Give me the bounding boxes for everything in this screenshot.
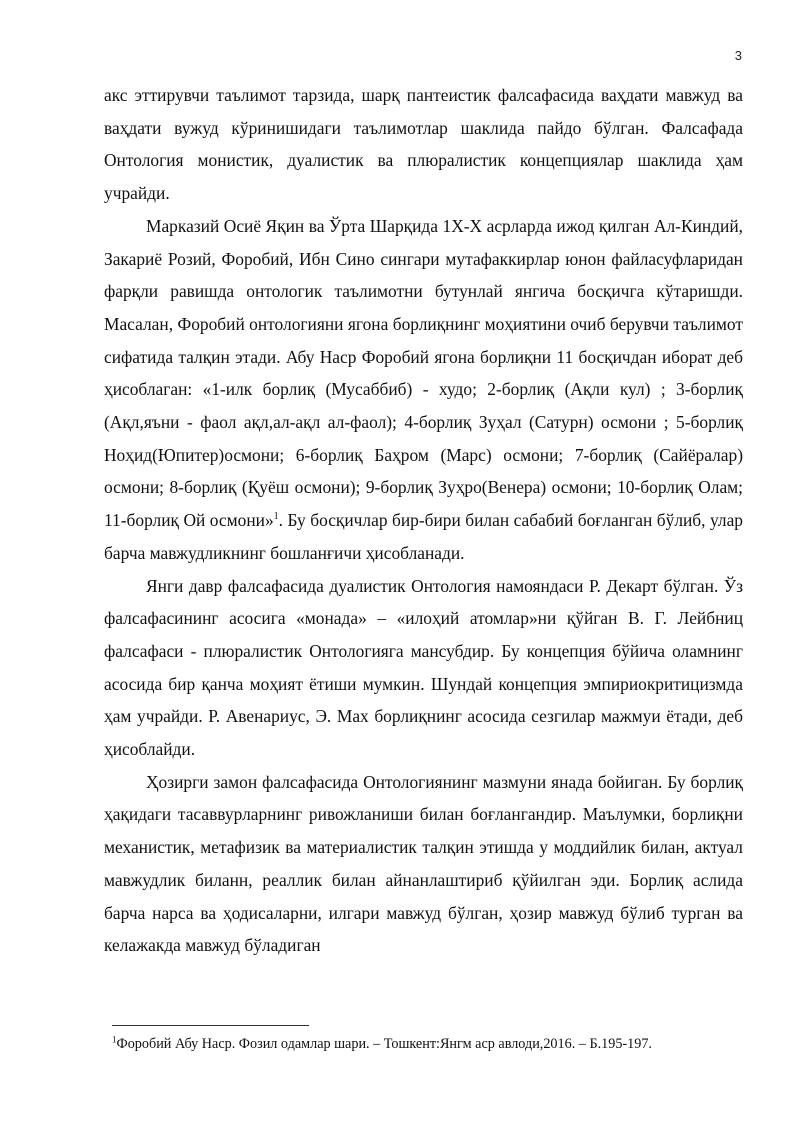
footnote-marker: 1 bbox=[112, 1034, 117, 1045]
page-number: 3 bbox=[734, 48, 742, 63]
paragraph-2 bbox=[104, 210, 743, 570]
paragraph-4: Ҳозирги замон фалсафасида Онтологиянинг мазмуни янада бойиган. Бу борлиқ ҳақидаги тасаввурларнинг ривожланиши билан боғлангандир. Маълумки, борлиқни механистик, метафизик ва материалистик талқин этишда у моддийлик билан, актуал мавжудлик биланн, реаллик билан айнанлаштириб қўйилган эди. Борлиқ аслида барча нарса ва ҳодисаларни, илгари мавжуд бўлган, ҳозир мавжуд бўлиб турган ва келажакда мавжуд бўладиган bbox=[104, 771, 743, 956]
paragraph-2-text-continued: . Бу босқичлар бир-бири билан сабабий боғланган бўлиб, улар барча мавжудликнинг бошланғичи ҳисобланади. bbox=[104, 510, 743, 563]
paragraph-1: акс эттирувчи таълимот тарзида, шарқ пантеистик фалсафасида ваҳдати мавжуд ва ваҳдати вужуд кўринишидаги таълимотлар шаклида пайдо бўлган. Фалсафада Онтология монистик, дуалистик ва плюралистик концепциялар шаклида ҳам учрайди. bbox=[104, 85, 743, 204]
footnote-text: Форобий Абу Наср. Фозил одамлар шари. – Тошкент:Янгм аср авлоди,2016. – Б.195-197. bbox=[116, 1036, 652, 1052]
footnote bbox=[112, 1034, 752, 1054]
body-text bbox=[104, 79, 743, 962]
footnote-reference[interactable]: 1 bbox=[273, 511, 279, 523]
paragraph-3: Янги давр фалсафасида дуалистик Онтология намояндаси Р. Декарт бўлган. Ўз фалсафасининг асосига «монада» – «илоҳий атомлар»ни қўйган В. Г. Лейбниц фалсафаси - плюралистик Онтологияга мансубдир. Бу концепция бўйича оламнинг асосида бир қанча моҳият ётиши мумкин. Шундай концепция эмпириокритицизмда ҳам учрайди. Р. Авенариус, Э. Мах борлиқнинг асосида сезгилар мажмуи ётади, деб ҳисоблайди. bbox=[104, 575, 743, 760]
paragraph-2-text: Марказий Осиё Яқин ва Ўрта Шарқида 1Х-Х асрларда ижод қилган Ал-Киндий, Закариё Розий, Форобий, Ибн Сино сингари мутафаккирлар юнон файласуфларидан фарқли равишда онтологик таълимотни бутунлай янгича босқичга кўтаришди. Масалан, Форобий онтологияни ягона борлиқнинг моҳиятини очиб берувчи таълимот сифатида талқин этади. Абу Наср Форобий ягона борлиқни 11 босқичдан иборат деб ҳисоблаган: «1-илк борлиқ (Мусаббиб) - худо; 2-борлиқ (Ақли кул) ; 3-борлиқ (Ақл,яъни - фаол ақл,ал-ақл ал-фаол); 4-борлиқ Зуҳал (Сатурн) осмони ; 5-борлиқ Ноҳид(Юпитер)осмони; 6-борлиқ Баҳром (Марс) осмони; 7-борлиқ (Сайёралар) осмони; 8-борлиқ (Қуёш осмони); 9-борлиқ Зуҳро(Венера) осмони; 10-борлиқ Олам; 11-борлиқ Ой осмони» bbox=[104, 215, 743, 531]
footnote-separator bbox=[112, 1025, 309, 1026]
